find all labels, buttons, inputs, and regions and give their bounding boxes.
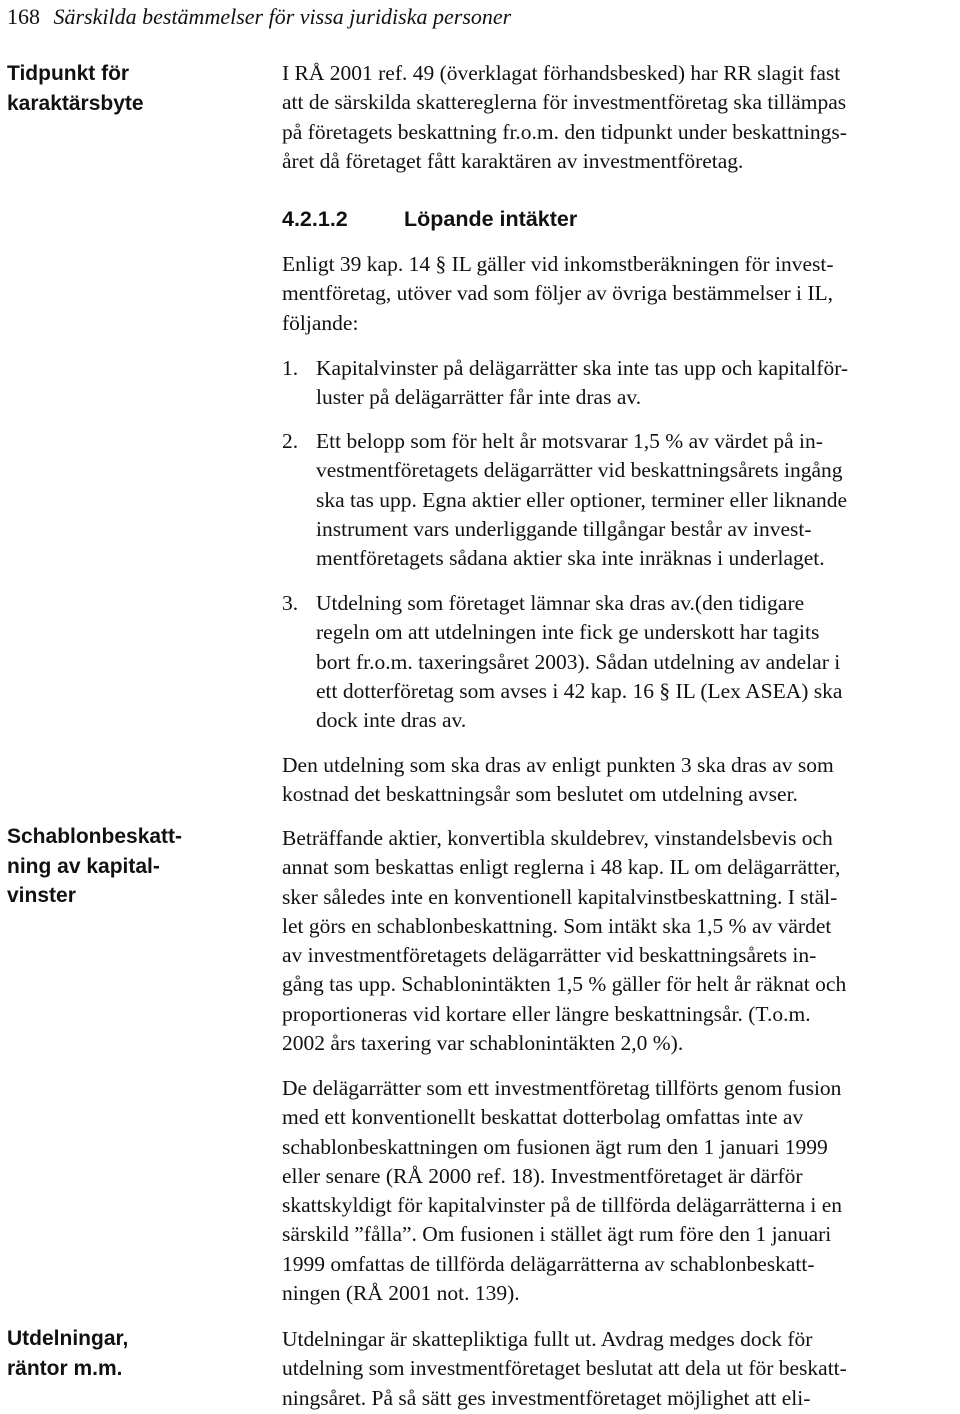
page-header [7, 4, 511, 30]
paragraph-enligt-39-kap: Enligt 39 kap. 14 § IL gäller vid inkomstberäkningen för invest- mentföretag, utöver vad som följer av övriga bestämmelser i IL, följande: [282, 252, 834, 335]
list-item-text: Utdelning som företaget lämnar ska dras av.(den tidigare regeln om att utdelningen inte fick ge underskott har tagits bort fr.o.m. taxeringsåret 2003). Sådan utdelning av andelar i ett dotterföretag som avses i 42 kap. 16 § IL (Lex ASEA) ska dock inte dras av. [316, 591, 843, 733]
list-item-number: 1. [282, 356, 299, 380]
paragraph-fusion: De delägarrätter som ett investmentföretag tillförts genom fusion med ett konventionellt beskattat dotterbolag omfattas inte av schablonbeskattningen om fusionen ägt rum den 1 januari 1999 eller senare (RÅ 2000 ref. 18). Investmentföretaget är därför skattskyldigt för kapitalvinster på de tillförda delägarrätterna i en särskild ”fålla”. Om fusionen i stället ägt rum före den 1 januari 1999 omfattas de tillförda delägarrätterna av schablonbeskatt- ningen (RÅ 2001 not. 139). [282, 1076, 842, 1306]
section-heading [282, 205, 577, 234]
margin-note-schablonbeskattning: Schablonbeskatt- ning av kapital- vinster [7, 825, 183, 907]
running-title: Särskilda bestämmelser för vissa juridiska personer [53, 4, 512, 29]
margin-note-karaktarsbyte: Tidpunkt för karaktärsbyte [7, 62, 144, 115]
section-number: 4.2.1.2 [282, 207, 348, 231]
list-item-number: 2. [282, 429, 299, 453]
list-item-text: Kapitalvinster på delägarrätter ska inte tas upp och kapitalför- luster på delägarrätter får inte dras av. [316, 356, 849, 410]
list-item-text: Ett belopp som för helt år motsvarar 1,5 % av värdet på in- vestmentföretagets delägarrätter vid beskattningsårets ingång ska tas upp. Egna aktier eller optioner, terminer eller liknande instrument vars underliggande tillgångar består av invest- mentföretagets sådana aktier ska inte inräknas i underlaget. [316, 429, 848, 571]
margin-note-utdelningar: Utdelningar, räntor m.m. [7, 1327, 129, 1380]
paragraph-utdelning-avdrag: Den utdelning som ska dras av enligt punkten 3 ska dras av som kostnad det beskattningsår som beslutet om utdelning avser. [282, 753, 834, 807]
list-item-number: 3. [282, 591, 299, 615]
paragraph-schablonbeskattning: Beträffande aktier, konvertibla skuldebrev, vinstandelsbevis och annat som beskattas enligt reglerna i 48 kap. IL om delägarrätter, sker således inte en konventionell kapitalvinstbeskattning. I stäl- let görs en schablonbeskattning. Som intäkt ska 1,5 % av värdet av investmentföretagets delägarrätter vid beskattningsårets in- gång tas upp. Schablonintäkten 1,5 % gäller för helt år räknat och proportioneras vid kortare eller längre beskattningsår. (T.o.m. 2002 års taxering var schablonintäkten 2,0 %). [282, 826, 847, 1056]
paragraph-karaktarsbyte: I RÅ 2001 ref. 49 (överklagat förhandsbesked) har RR slagit fast att de särskilda skattereglerna för investmentföretag ska tillämpas på företagets beskattning fr.o.m. den tidpunkt under beskattnings- året då företaget fått karaktären av investmentföretag. [282, 61, 847, 173]
page-number: 168 [7, 4, 40, 29]
paragraph-utdelningar: Utdelningar är skattepliktiga fullt ut. Avdrag medges dock för utdelning som investmentföretaget beslutat att dela ut för beskatt- ningsåret. På så sätt ges investmentföretaget möjlighet att eli- [282, 1327, 847, 1410]
section-title: Löpande intäkter [404, 207, 578, 231]
